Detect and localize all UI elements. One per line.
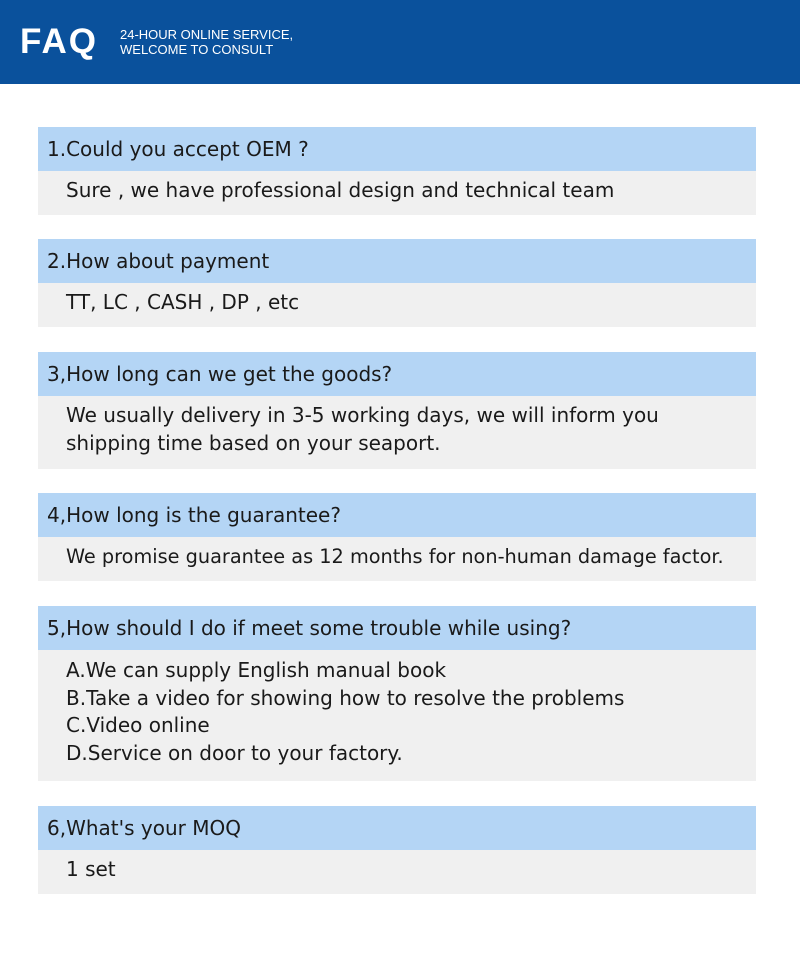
faq-question: 6,What's your MOQ [38, 806, 756, 850]
faq-item-5 [38, 606, 756, 781]
tagline-line-1: 24-HOUR ONLINE SERVICE, [120, 27, 294, 42]
answer-line: We usually delivery in 3-5 working days, we will inform you [66, 403, 659, 427]
faq-question: 4,How long is the guarantee? [38, 493, 756, 537]
tagline-line-2: WELCOME TO CONSULT [120, 42, 274, 57]
faq-item-6 [38, 806, 756, 894]
faq-item-4 [38, 493, 756, 581]
faq-question: 2.How about payment [38, 239, 756, 283]
answer-line: 1 set [66, 857, 116, 881]
faq-item-1 [38, 127, 756, 215]
faq-answer [38, 537, 756, 581]
answer-line: Sure , we have professional design and technical team [66, 178, 615, 202]
faq-question: 5,How should I do if meet some trouble while using? [38, 606, 756, 650]
answer-line: TT, LC , CASH , DP , etc [66, 290, 300, 314]
answer-line: B.Take a video for showing how to resolve the problems [66, 685, 625, 710]
answer-line: shipping time based on your seaport. [66, 430, 441, 455]
answer-line: We promise guarantee as 12 months for non-human damage factor. [66, 545, 724, 568]
answer-line: A.We can supply English manual book [66, 658, 447, 682]
faq-item-3 [38, 352, 756, 469]
faq-answer [38, 650, 756, 781]
answer-line: D.Service on door to your factory. [66, 740, 403, 765]
faq-question: 1.Could you accept OEM ? [38, 127, 756, 171]
faq-answer [38, 396, 756, 469]
faq-logo: FAQ [20, 22, 98, 61]
faq-item-2 [38, 239, 756, 327]
faq-answer [38, 171, 756, 215]
faq-header-banner [0, 0, 800, 84]
faq-answer [38, 283, 756, 327]
faq-answer [38, 850, 756, 894]
answer-line: C.Video online [66, 713, 210, 737]
header-tagline [120, 27, 293, 57]
faq-question: 3,How long can we get the goods? [38, 352, 756, 396]
